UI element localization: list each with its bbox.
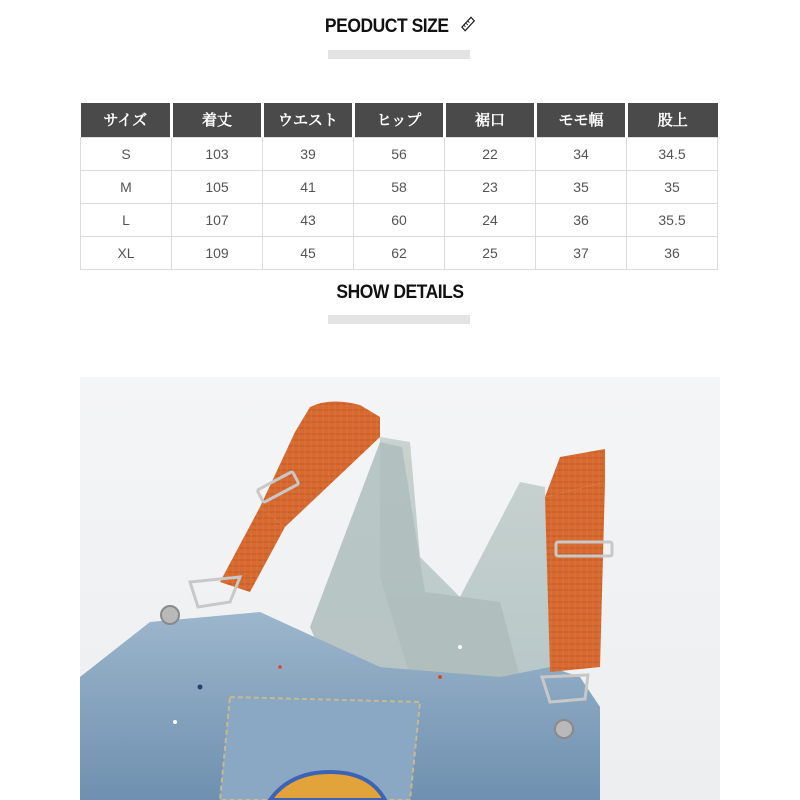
show-details-title (32, 282, 768, 304)
product-size-title (32, 16, 768, 38)
table-cell: 39 (263, 137, 354, 170)
table-row (81, 236, 718, 269)
table-cell: 36 (627, 236, 718, 269)
table-cell: M (81, 170, 172, 203)
table-cell: 45 (263, 236, 354, 269)
table-cell: 35 (536, 170, 627, 203)
header-cell: サイズ (81, 103, 172, 137)
header-cell: 股上 (627, 103, 718, 137)
table-row (81, 170, 718, 203)
product-size-title-text: PEODUCT SIZE (324, 16, 449, 38)
product-size-underline (328, 50, 470, 59)
table-cell: 34.5 (627, 137, 718, 170)
show-details-underline (328, 315, 470, 324)
table-cell: 107 (172, 203, 263, 236)
table-cell: 109 (172, 236, 263, 269)
right-button (555, 720, 573, 738)
table-cell: 36 (536, 203, 627, 236)
header-cell: ウエスト (263, 103, 354, 137)
size-table-header-row (81, 103, 718, 137)
header-cell: 裾口 (445, 103, 536, 137)
left-button (161, 606, 179, 624)
table-cell: 37 (536, 236, 627, 269)
table-row (81, 203, 718, 236)
table-cell: 56 (354, 137, 445, 170)
overalls-illustration (80, 377, 720, 800)
table-cell: 105 (172, 170, 263, 203)
header-cell: 着丈 (172, 103, 263, 137)
table-row (81, 137, 718, 170)
table-cell: 35.5 (627, 203, 718, 236)
header-cell: ヒップ (354, 103, 445, 137)
table-cell: 43 (263, 203, 354, 236)
table-cell: L (81, 203, 172, 236)
table-cell: 25 (445, 236, 536, 269)
table-cell: S (81, 137, 172, 170)
table-cell: 60 (354, 203, 445, 236)
table-cell: 35 (627, 170, 718, 203)
table-cell: 23 (445, 170, 536, 203)
table-cell: 24 (445, 203, 536, 236)
overalls-photo (80, 377, 720, 800)
table-cell: XL (81, 236, 172, 269)
ruler-pencil-icon (460, 16, 475, 38)
table-cell: 41 (263, 170, 354, 203)
table-cell: 58 (354, 170, 445, 203)
table-cell: 34 (536, 137, 627, 170)
table-cell: 62 (354, 236, 445, 269)
table-cell: 22 (445, 137, 536, 170)
size-table (80, 103, 718, 270)
table-cell: 103 (172, 137, 263, 170)
show-details-title-text: SHOW DETAILS (336, 282, 464, 303)
header-cell: モモ幅 (536, 103, 627, 137)
